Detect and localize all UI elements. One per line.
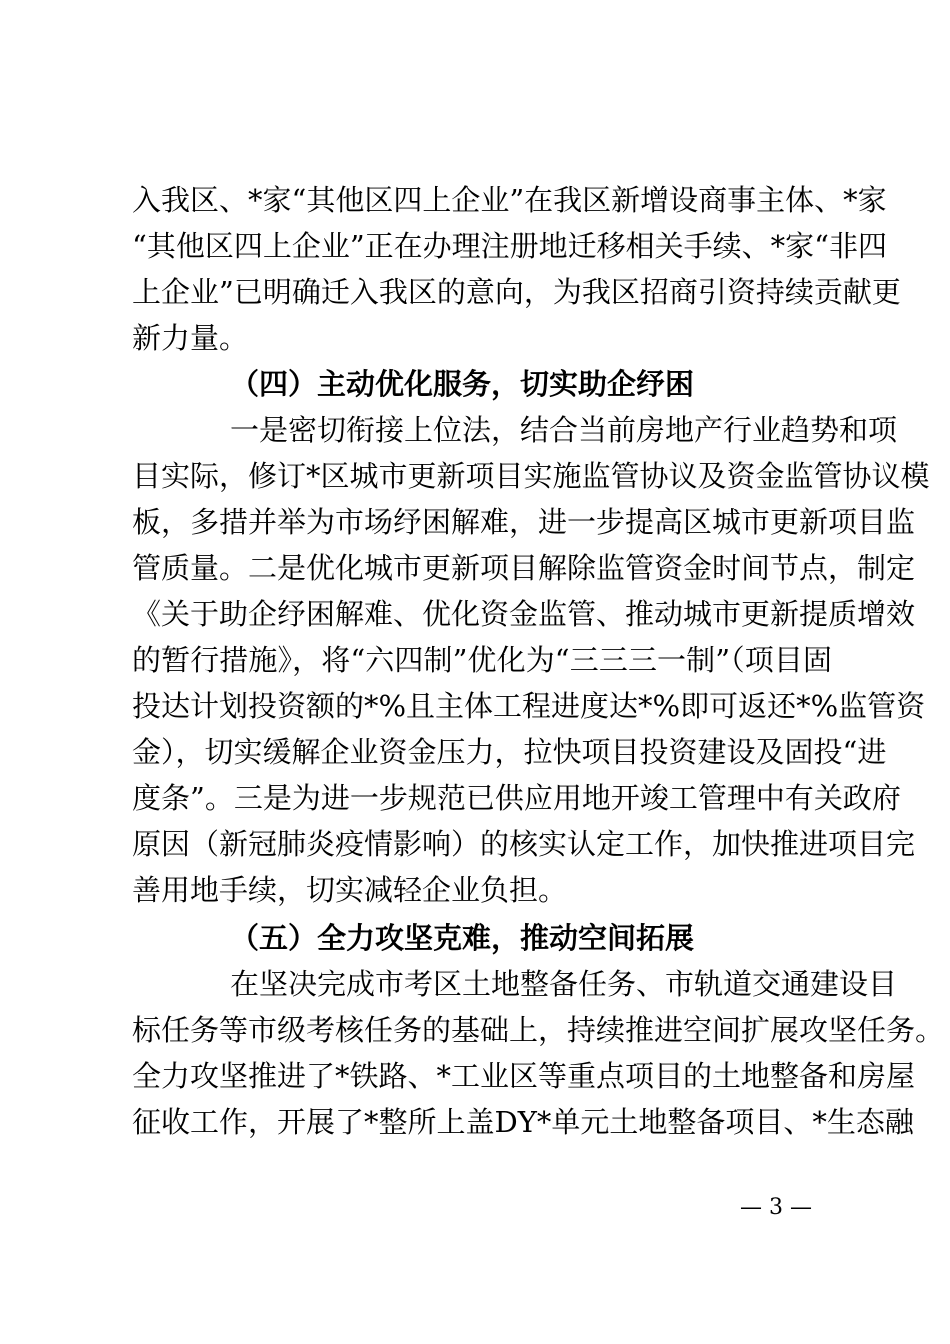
text-line-11: 的暂行措施》，将“六四制”优化为“三三三一制”（项目固 [132,643,832,677]
text-line-15: 原因（新冠肺炎疫情影响）的核实认定工作，加快推进项目完 [132,827,916,861]
text-line-13: 金），切实缓解企业资金压力，拉快项目投资建设及固投“进 [132,735,887,769]
text-line-19: 标任务等市级考核任务的基础上，持续推进空间扩展攻坚任务。 [132,1013,945,1047]
text-line-6: 一是密切衔接上位法，结合当前房地产行业趋势和项 [230,413,898,447]
text-line-8: 板，多措并举为市场纾困解难，进一步提高区城市更新项目监 [132,505,916,539]
text-line-9: 管质量。二是优化城市更新项目解除监管资金时间节点，制定 [132,551,916,585]
text-line-16: 善用地手续，切实减轻企业负担。 [132,873,568,907]
text-line-1: 入我区、*家“其他区四上企业”在我区新增设商事主体、*家 [132,183,887,217]
text-line-21: 征收工作，开展了*整所上盖DY*单元土地整备项目、*生态融 [132,1105,914,1139]
text-line-14: 度条”。三是为进一步规范已供应用地开竣工管理中有关政府 [132,781,901,815]
section-heading-5: （五）全力攻坚克难，推动空间拓展 [230,921,695,955]
section-heading-4: （四）主动优化服务，切实助企纾困 [230,367,695,401]
text-line-18: 在坚决完成市考区土地整备任务、市轨道交通建设目 [230,967,898,1001]
page-number: — 3 — [740,1195,812,1220]
text-line-4: 新力量。 [132,321,249,355]
text-line-2: “其他区四上企业”正在办理注册地迁移相关手续、*家“非四 [132,229,887,263]
text-line-7: 目实际，修订*区城市更新项目实施监管协议及资金监管协议模 [132,459,930,493]
text-line-12: 投达计划投资额的*%且主体工程进度达*%即可返还*%监管资 [132,689,926,723]
text-line-10: 《关于助企纾困解难、优化资金监管、推动城市更新提质增效 [132,597,916,631]
text-line-20: 全力攻坚推进了*铁路、*工业区等重点项目的土地整备和房屋 [132,1059,916,1093]
text-line-3: 上企业”已明确迁入我区的意向，为我区招商引资持续贡献更 [132,275,901,309]
